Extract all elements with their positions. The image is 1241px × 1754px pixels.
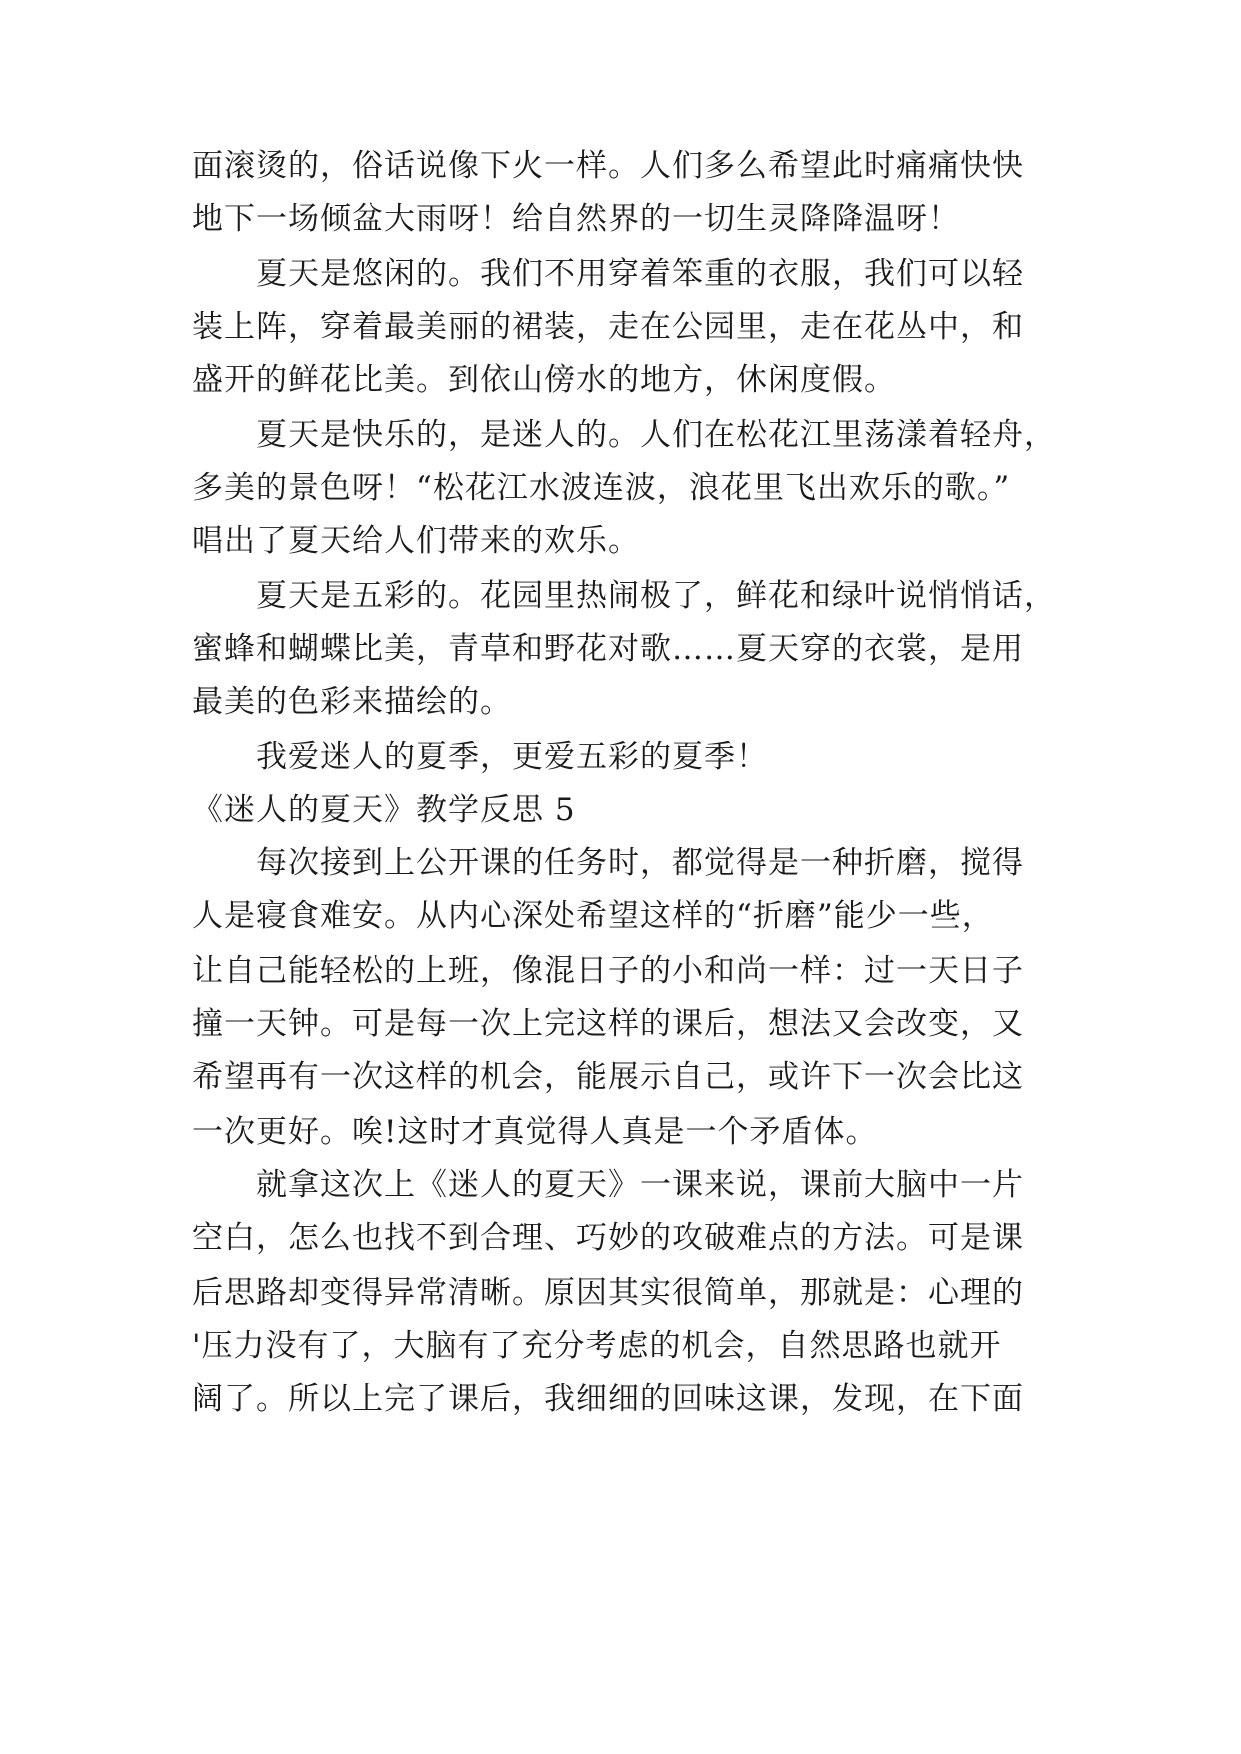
text-line: 让自己能轻松的上班，像混日子的小和尚一样：过一天日子	[192, 953, 1024, 989]
text-line: 地下一场倾盆大雨呀！给自然界的一切生灵降降温呀！	[192, 201, 960, 237]
text-line: '压力没有了，大脑有了充分考虑的机会，自然思路也就开	[192, 1328, 1002, 1364]
text-line: 空白，怎么也找不到合理、巧妙的攻破难点的方法。可是课	[192, 1220, 1024, 1256]
text-line: 阔了。所以上完了课后，我细细的回味这课，发现，在下面	[192, 1381, 1024, 1417]
text-line: 装上阵，穿着最美丽的裙装，走在公园里，走在花丛中，和	[192, 309, 1024, 345]
text-line: 撞一天钟。可是每一次上完这样的课后，想法又会改变，又	[192, 1006, 1024, 1042]
paragraph-first-line: 每次接到上公开课的任务时，都觉得是一种折磨，搅得	[256, 845, 1024, 881]
text-line: 面滚烫的，俗话说像下火一样。人们多么希望此时痛痛快快	[192, 148, 1024, 184]
text-line: 后思路却变得异常清晰。原因其实很简单，那就是：心理的	[192, 1275, 1024, 1311]
paragraph-first-line: 我爱迷人的夏季，更爱五彩的夏季！	[256, 739, 768, 775]
text-line: 人是寝食难安。从内心深处希望这样的“折磨”能少一些，	[192, 898, 994, 934]
text-line: 一次更好。唉!这时才真觉得人真是一个矛盾体。	[192, 1114, 878, 1150]
section-heading: 《迷人的夏天》教学反思 5	[192, 792, 576, 828]
text-line: 盛开的鲜花比美。到依山傍水的地方，休闲度假。	[192, 362, 896, 398]
text-line: 最美的色彩来描绘的。	[192, 684, 512, 720]
text-line: 蜜蜂和蝴蝶比美，青草和野花对歌……夏天穿的衣裳，是用	[192, 631, 1024, 667]
text-line: 希望再有一次这样的机会，能展示自己，或许下一次会比这	[192, 1059, 1024, 1095]
paragraph-first-line: 夏天是快乐的，是迷人的。人们在松花江里荡漾着轻舟，	[256, 417, 1056, 453]
paragraph-first-line: 就拿这次上《迷人的夏天》一课来说，课前大脑中一片	[256, 1167, 1024, 1203]
text-line: 多美的景色呀！“松花江水波连波，浪花里飞出欢乐的歌。”	[192, 470, 1011, 506]
paragraph-first-line: 夏天是五彩的。花园里热闹极了，鲜花和绿叶说悄悄话，	[256, 578, 1056, 614]
text-line: 唱出了夏天给人们带来的欢乐。	[192, 523, 640, 559]
paragraph-first-line: 夏天是悠闲的。我们不用穿着笨重的衣服，我们可以轻	[256, 256, 1024, 292]
